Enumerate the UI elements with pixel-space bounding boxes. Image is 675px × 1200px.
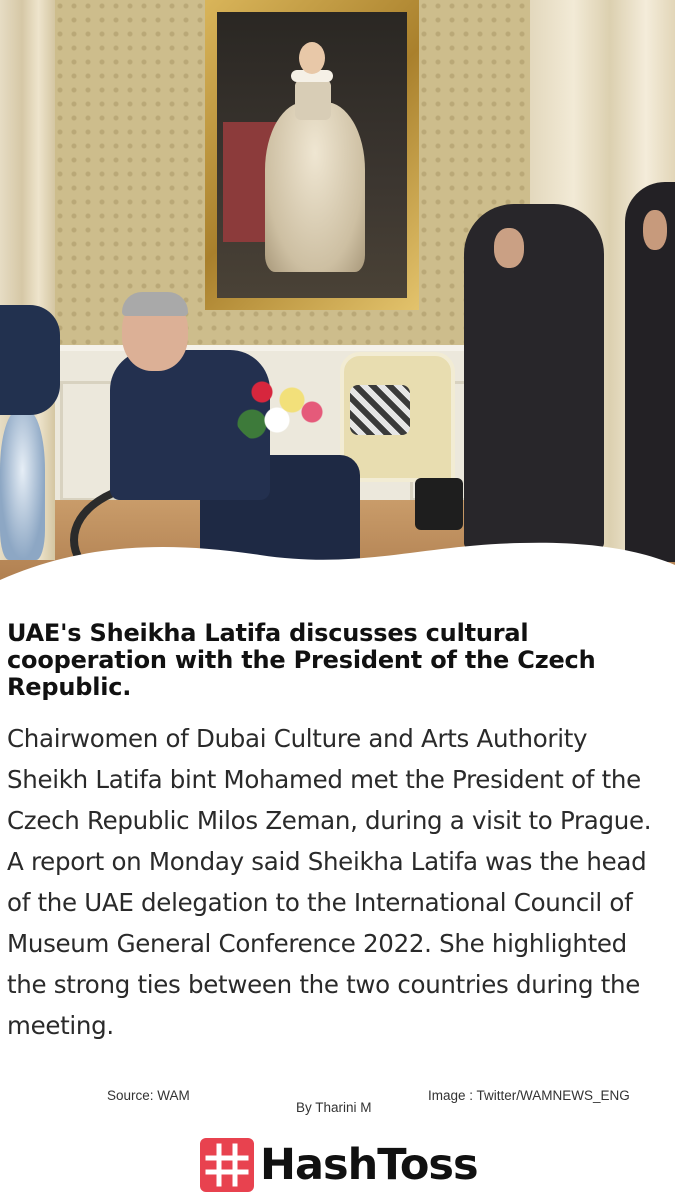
flower-bouquet bbox=[232, 368, 332, 448]
painting-dress bbox=[265, 102, 365, 272]
president-hair bbox=[122, 292, 188, 316]
aide-arm bbox=[0, 305, 60, 415]
hash-logo-icon bbox=[200, 1138, 254, 1192]
author-byline: By Tharini M bbox=[296, 1100, 372, 1115]
companion-face bbox=[643, 210, 667, 250]
black-bag bbox=[415, 478, 463, 530]
painting-head bbox=[299, 42, 325, 74]
painting-bodice bbox=[295, 80, 331, 120]
sheikha-figure bbox=[464, 204, 604, 549]
wave-divider bbox=[0, 535, 675, 610]
painting-canvas bbox=[217, 12, 407, 298]
sheikha-face bbox=[494, 228, 524, 268]
source-label: Source: WAM bbox=[107, 1088, 190, 1103]
article-headline: UAE's Sheikha Latifa discusses cultural cooperation with the President of the Czech Republic. bbox=[7, 619, 596, 701]
portrait-painting bbox=[205, 0, 419, 310]
handbag bbox=[350, 385, 410, 435]
article-body: Chairwomen of Dubai Culture and Arts Authority Sheikh Latifa bint Mohamed met the President of the Czech Republic Milos Zeman, during a visit to Prague. A report on Monday said Sheikha Latifa was the head of the UAE delegation to the International Council of Museum General Conference 2022. She highlighted the strong ties between the two countries during the meeting. bbox=[7, 724, 652, 1040]
image-credit: Image : Twitter/WAMNEWS_ENG bbox=[428, 1088, 630, 1103]
brand-logo bbox=[200, 1137, 478, 1193]
brand-name: HashToss bbox=[260, 1140, 478, 1190]
